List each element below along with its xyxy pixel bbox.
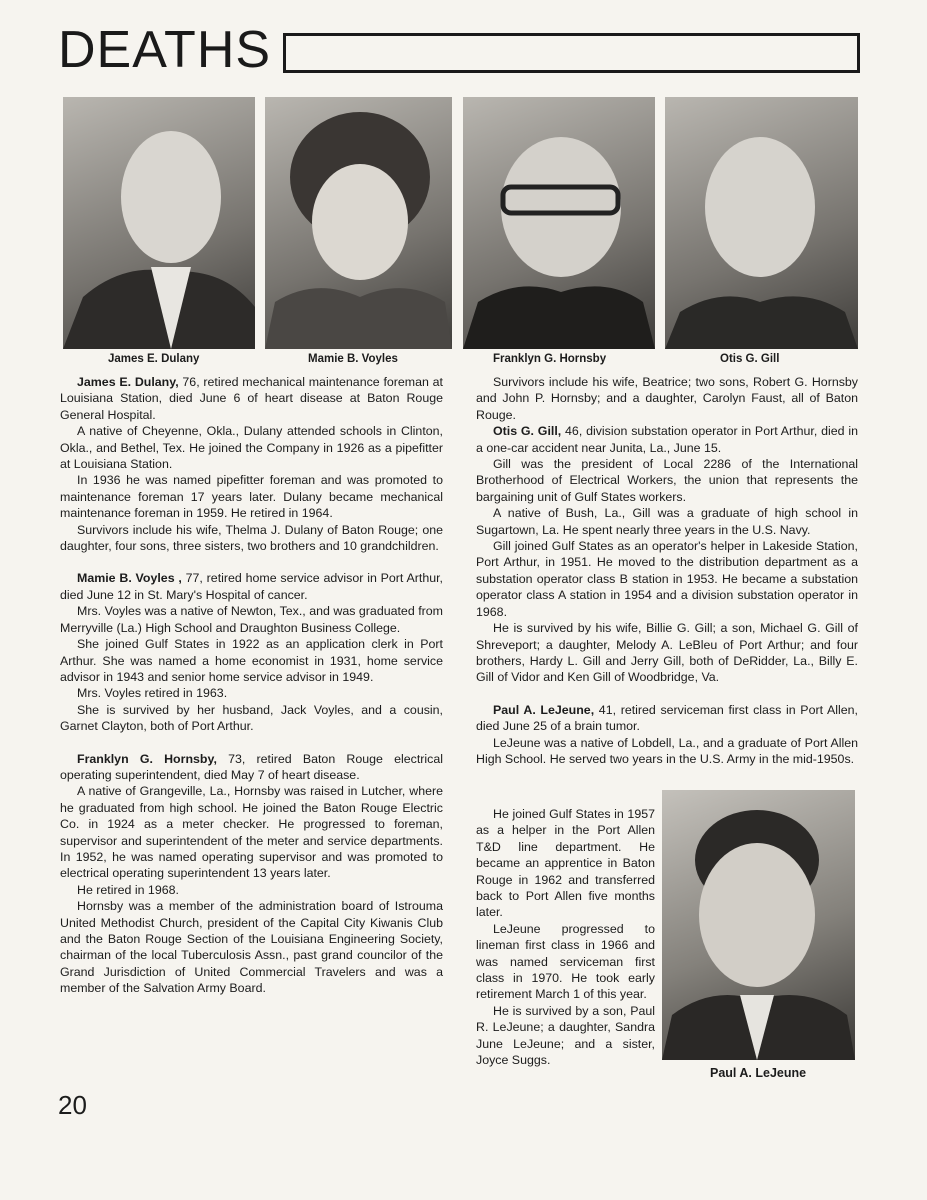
obit-paragraph: Hornsby was a member of the administration board of Istrouma United Methodist Church, president of the Capital City Kiwanis Club and the Baton Rouge Section of the Louisiana Engineering Society, chairman of the local Tuberculosis Assn., past grand councilor of the Grand Jurisdiction of United Commercial Travelers and was a member of the Salvation Army Board. (60, 899, 443, 996)
obit-paragraph: She joined Gulf States in 1922 as an application clerk in Port Arthur. She was named a home economist in 1931, home service advisor in 1943 and senior home service advisor in 1949. (60, 637, 443, 684)
obit-paragraph: LeJeune progressed to lineman first class in 1966 and was named serviceman first class in 1970. He took early retirement March 1 of this year. (476, 921, 655, 1002)
obit-name-gill: Otis G. Gill, (493, 424, 562, 439)
obit-paragraph: Mrs. Voyles was a native of Newton, Tex., and was graduated from Merryville (La.) High School and Draughton Business College. (60, 604, 443, 635)
obit-paragraph: A native of Grangeville, La., Hornsby was raised in Lutcher, where he graduated from high school. He joined the Baton Rouge Electric Co. in 1924 as a meter checker. He progressed to foreman, supervisor and superintendent of the meter and service departments. In 1952, he was named operating supervisor and was promoted to electrical operating superintendent 13 years later. (60, 784, 443, 881)
obit-name-dulany: James E. Dulany, (77, 375, 179, 389)
obit-name-voyles: Mamie B. Voyles , (77, 571, 182, 586)
obit-paragraph: In 1936 he was named pipefitter foreman and was promoted to maintenance foreman 17 years later. Dulany became mechanical maintenance foreman in 1959. He retired in 1964. (60, 473, 443, 521)
caption-voyles: Mamie B. Voyles (308, 353, 398, 365)
caption-hornsby: Franklyn G. Hornsby (493, 353, 607, 365)
obit-paragraph: Mrs. Voyles retired in 1963. (77, 686, 228, 701)
obit-paragraph: Gill joined Gulf States as an operator's helper in Lakeside Station, Port Arthur, in 1951. He moved to the distribution department as a substation operator class B station in 1953. He became a substation operator class A station in 1954 and a division substation operator in 1968. (476, 539, 858, 619)
section-title: DEATHS (58, 21, 272, 79)
obit-paragraph: Survivors include his wife, Thelma J. Dulany of Baton Rouge; one daughter, four sons, three sisters, two brothers and 10 grandchildren. (60, 522, 443, 554)
portrait-mamie-voyles (265, 97, 452, 349)
obit-paragraph: He is survived by his wife, Billie G. Gill; a son, Michael G. Gill of Shreveport; a daughter, Melody A. LeBleu of Port Arthur; and four brothers, Hardy L. Gill and Jerry Gill, both of DeRidder, La., Billy E. Gill of Vidor and Ken Gill of Woodbridge, Va. (476, 621, 858, 685)
right-column (476, 374, 858, 767)
portrait-otis-gill (665, 97, 858, 349)
obit-paragraph: He retired in 1968. (77, 882, 179, 897)
obit-text: 76, retired mechanical maintenance foreman at Louisiana Station, died June 6 of heart disease at Baton Rouge General Hospital. (60, 375, 443, 422)
obit-paragraph: He is survived by a son, Paul R. LeJeune; a daughter, Sandra June LeJeune; and a sister, Joyce Suggs. (476, 1003, 655, 1068)
lejeune-narrow-column (476, 806, 655, 1069)
obit-paragraph: LeJeune was a native of Lobdell, La., and a graduate of Port Allen High School. He served two years in the U.S. Army in the mid-1950s. (476, 735, 858, 766)
obit-paragraph: A native of Bush, La., Gill was a graduate of high school in Sugartown, La. He spent nearly three years in the U.S. Navy. (476, 506, 858, 537)
obit-text: 73, retired Baton Rouge electrical operating superintendent, died May 7 of heart disease. (60, 751, 444, 782)
obit-paragraph: She is survived by her husband, Jack Voyles, and a cousin, Garnet Clayton, both of Port Arthur. (60, 702, 443, 734)
portrait-james-dulany (63, 97, 255, 349)
caption-lejeune: Paul A. LeJeune (710, 1066, 807, 1080)
caption-dulany: James E. Dulany (108, 353, 200, 365)
obit-name-hornsby: Franklyn G. Hornsby, (77, 751, 217, 766)
obit-text: 77, retired home service advisor in Port Arthur, died June 12 in St. Mary's Hospital of cancer. (60, 571, 443, 602)
obit-text: 46, division substation operator in Port Arthur, died in a one-car accident near Junita, La., June 15. (476, 424, 858, 455)
obit-paragraph: A native of Cheyenne, Okla., Dulany attended schools in Clinton, Okla., and Bethel, Tex. He joined the Company in 1926 as a pipefitter at Louisiana Station. (60, 424, 443, 472)
obit-paragraph: Survivors include his wife, Beatrice; two sons, Robert G. Hornsby and John P. Hornsby; and a daughter, Carolyn Faust, all of Baton Rouge. (476, 375, 858, 422)
portrait-paul-lejeune (662, 790, 855, 1060)
portrait-franklyn-hornsby (463, 97, 655, 349)
page-number: 20 (58, 1090, 87, 1120)
left-column (60, 374, 443, 997)
title-rule-box (283, 33, 860, 73)
obit-text: 41, retired serviceman first class in Port Allen, died June 25 of a brain tumor. (476, 702, 858, 734)
obit-paragraph: Gill was the president of Local 2286 of the International Brotherhood of Electrical Workers, the union that represents the bargaining unit of Gulf States workers. (476, 457, 858, 504)
caption-gill: Otis G. Gill (720, 353, 780, 365)
obit-name-lejeune: Paul A. LeJeune, (493, 702, 595, 717)
obit-paragraph: He joined Gulf States in 1957 as a helper in the Port Allen T&D line department. He became an apprentice in Baton Rouge in 1962 and transferred back to Port Allen five months later. (476, 807, 655, 920)
